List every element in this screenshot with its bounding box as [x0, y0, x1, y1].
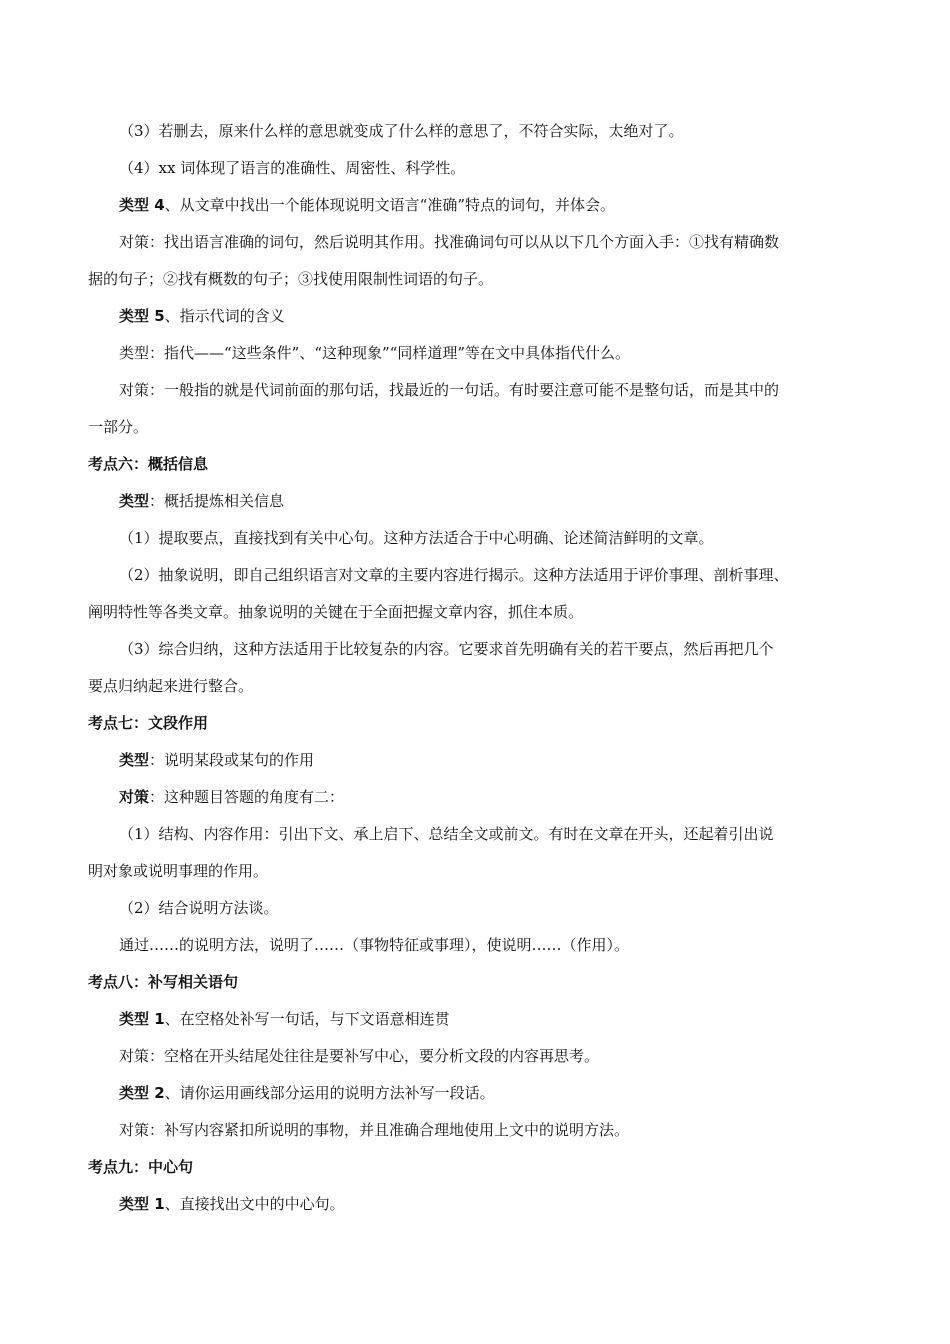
paragraph-line: 要点归纳起来进行整合。 — [88, 677, 254, 695]
paragraph-line: （2）结合说明方法谈。 — [119, 899, 279, 917]
paragraph-line: （3）若删去，原来什么样的意思就变成了什么样的意思了，不符合实际，太绝对了。 — [119, 122, 684, 140]
type-label: 类型 — [119, 492, 150, 510]
strategy-line: 对策：这种题目答题的角度有二： — [119, 788, 345, 806]
type-label: 类型 1 — [119, 1010, 165, 1028]
paragraph-line: （3）综合归纳，这种方法适用于比较复杂的内容。它要求首先明确有关的若干要点，然后再把几个 — [119, 640, 774, 658]
section-heading: 考点八：补写相关语句 — [88, 973, 239, 991]
paragraph-line: （4）xx 词体现了语言的准确性、周密性、科学性。 — [119, 159, 466, 177]
paragraph-line: 对策：找出语言准确的词句，然后说明其作用。找准确词句可以从以下几个方面入手：①找有精确数 — [119, 233, 780, 251]
section-heading: 考点九：中心句 — [88, 1158, 194, 1176]
type-line: 类型 5、指示代词的含义 — [119, 307, 285, 325]
type-label: 类型 — [119, 751, 150, 769]
type-label: 类型 5 — [119, 307, 165, 325]
paragraph-line: 阐明特性等各类文章。抽象说明的关键在于全面把握文章内容，抓住本质。 — [88, 603, 584, 621]
type-line: 类型：说明某段或某句的作用 — [119, 751, 315, 769]
section-heading: 考点六：概括信息 — [88, 455, 209, 473]
type-line: 类型 2、请你运用画线部分运用的说明方法补写一段话。 — [119, 1084, 495, 1102]
paragraph-line: 通过……的说明方法，说明了……（事物特征或事理），使说明……（作用）。 — [119, 936, 630, 954]
type-line: 类型：概括提炼相关信息 — [119, 492, 285, 510]
type-label: 类型 4 — [119, 196, 165, 214]
paragraph-line: 据的句子；②找有概数的句子；③找使用限制性词语的句子。 — [88, 270, 494, 288]
paragraph-line: 对策：补写内容紧扣所说明的事物，并且准确合理地使用上文中的说明方法。 — [119, 1121, 630, 1139]
type-label: 类型 2 — [119, 1084, 165, 1102]
paragraph-line: （1）结构、内容作用：引出下文、承上启下、总结全文或前文。有时在文章在开头，还起着引出说 — [119, 825, 774, 843]
paragraph-line: 明对象或说明事理的作用。 — [88, 862, 269, 880]
paragraph-line: 对策：空格在开头结尾处往往是要补写中心，要分析文段的内容再思考。 — [119, 1047, 600, 1065]
paragraph-line: 一部分。 — [88, 418, 149, 436]
strategy-label: 对策 — [119, 788, 150, 806]
type-line: 类型 4、从文章中找出一个能体现说明文语言“准确”特点的词句，并体会。 — [119, 196, 616, 214]
type-line: 类型 1、直接找出文中的中心句。 — [119, 1195, 345, 1213]
paragraph-line: （1）提取要点，直接找到有关中心句。这种方法适合于中心明确、论述简洁鲜明的文章。 — [119, 529, 714, 547]
paragraph-line: 类型：指代——“这些条件”、“这种现象”“同样道理”等在文中具体指代什么。 — [119, 344, 631, 362]
paragraph-line: （2）抽象说明，即自己组织语言对文章的主要内容进行揭示。这种方法适用于评价事理、剖析事理、 — [119, 566, 789, 584]
type-label: 类型 1 — [119, 1195, 165, 1213]
paragraph-line: 对策：一般指的就是代词前面的那句话，找最近的一句话。有时要注意可能不是整句话，而是其中的 — [119, 381, 780, 399]
document-body — [88, 113, 868, 1223]
section-heading: 考点七：文段作用 — [88, 714, 209, 732]
type-line: 类型 1、在空格处补写一句话，与下文语意相连贯 — [119, 1010, 450, 1028]
